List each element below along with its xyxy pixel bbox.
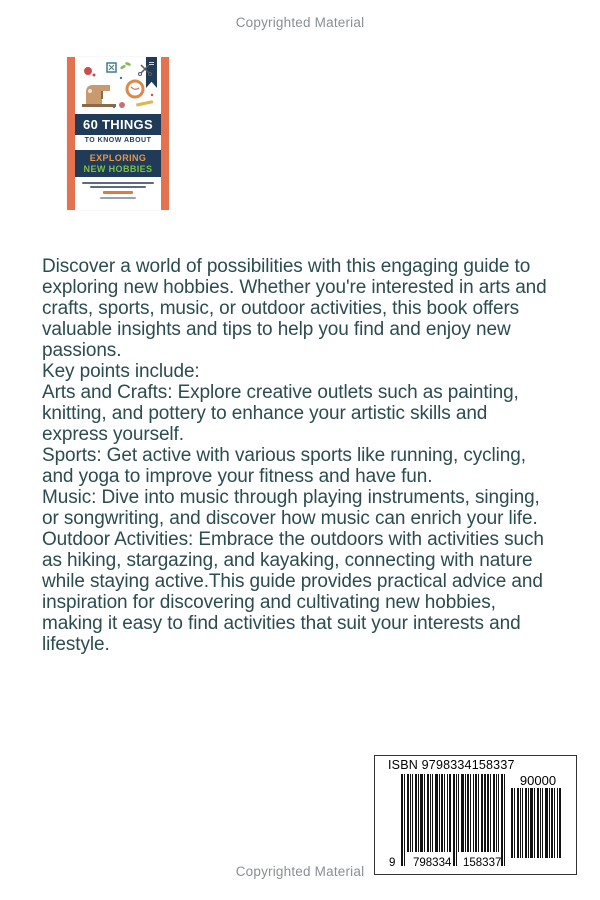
description-line: Sports: Get active with various sports like running, cycling,: [42, 445, 526, 466]
description-line: and yoga to improve your fitness and have fun.: [42, 466, 433, 487]
description-line: exploring new hobbies. Whether you're interested in arts and: [42, 277, 547, 298]
cover-right-stripe: [161, 57, 169, 210]
description-line: Outdoor Activities: Embrace the outdoors with activities such: [42, 529, 544, 550]
barcode-supplement: [509, 774, 567, 858]
barcode-digit-group1: 798334: [413, 857, 452, 869]
description-line: as hiking, stargazing, and kayaking, connecting with nature: [42, 550, 533, 571]
copyright-notice-top: Copyrighted Material: [235, 15, 365, 30]
cover-subtitle-line2: NEW HOBBIES: [83, 163, 153, 174]
description-line: Arts and Crafts: Explore creative outlets such as painting,: [42, 382, 519, 403]
description-line: inspiration for discovering and cultivating new hobbies,: [42, 592, 496, 613]
cover-quote-line: [82, 182, 154, 184]
cover-left-stripe: [67, 57, 75, 210]
description-line: Music: Dive into music through playing instruments, singing,: [42, 487, 540, 508]
supplement-barcode-icon: [509, 788, 567, 858]
barcode-digit-group2: 158337: [463, 857, 502, 869]
description-line: Key points include:: [42, 361, 200, 382]
description-line: passions.: [42, 340, 122, 361]
cover-author-line: [103, 191, 133, 194]
description-line: while staying active.This guide provides practical advice and: [42, 571, 543, 592]
cover-subtitle-line1: EXPLORING: [89, 152, 147, 163]
description-line: crafts, sports, music, or outdoor activities, this book offers: [42, 298, 520, 319]
description-line: knitting, and pottery to enhance your artistic skills and: [42, 403, 488, 424]
isbn-label: ISBN 9798334158337: [388, 758, 515, 772]
copyright-notice-bottom: Copyrighted Material: [235, 864, 365, 879]
description-line: Discover a world of possibilities with this engaging guide to: [42, 256, 531, 277]
cover-title: 60 THINGS: [75, 114, 161, 135]
hobby-doodles-illustration: [78, 61, 158, 113]
book-description: [42, 256, 547, 655]
cover-quote-line: [90, 186, 146, 188]
description-line: making it easy to find activities that suit your interests and: [42, 613, 521, 634]
isbn-barcode-panel: [374, 755, 577, 875]
book-cover-thumbnail: [67, 57, 169, 210]
cover-kicker: TO KNOW ABOUT: [84, 137, 152, 144]
barcode-digit-lead: 9: [389, 857, 396, 869]
description-line: lifestyle.: [42, 634, 110, 655]
description-line: or songwriting, and discover how music can enrich your life.: [42, 508, 538, 529]
ean13-barcode-icon: [387, 774, 513, 869]
cover-footnote-line: [100, 197, 136, 199]
description-line: express yourself.: [42, 424, 184, 445]
description-line: valuable insights and tips to help you find and enjoy new: [42, 319, 511, 340]
supplement-number: 90000: [519, 773, 557, 788]
cover-subtitle-banner: [75, 150, 161, 177]
